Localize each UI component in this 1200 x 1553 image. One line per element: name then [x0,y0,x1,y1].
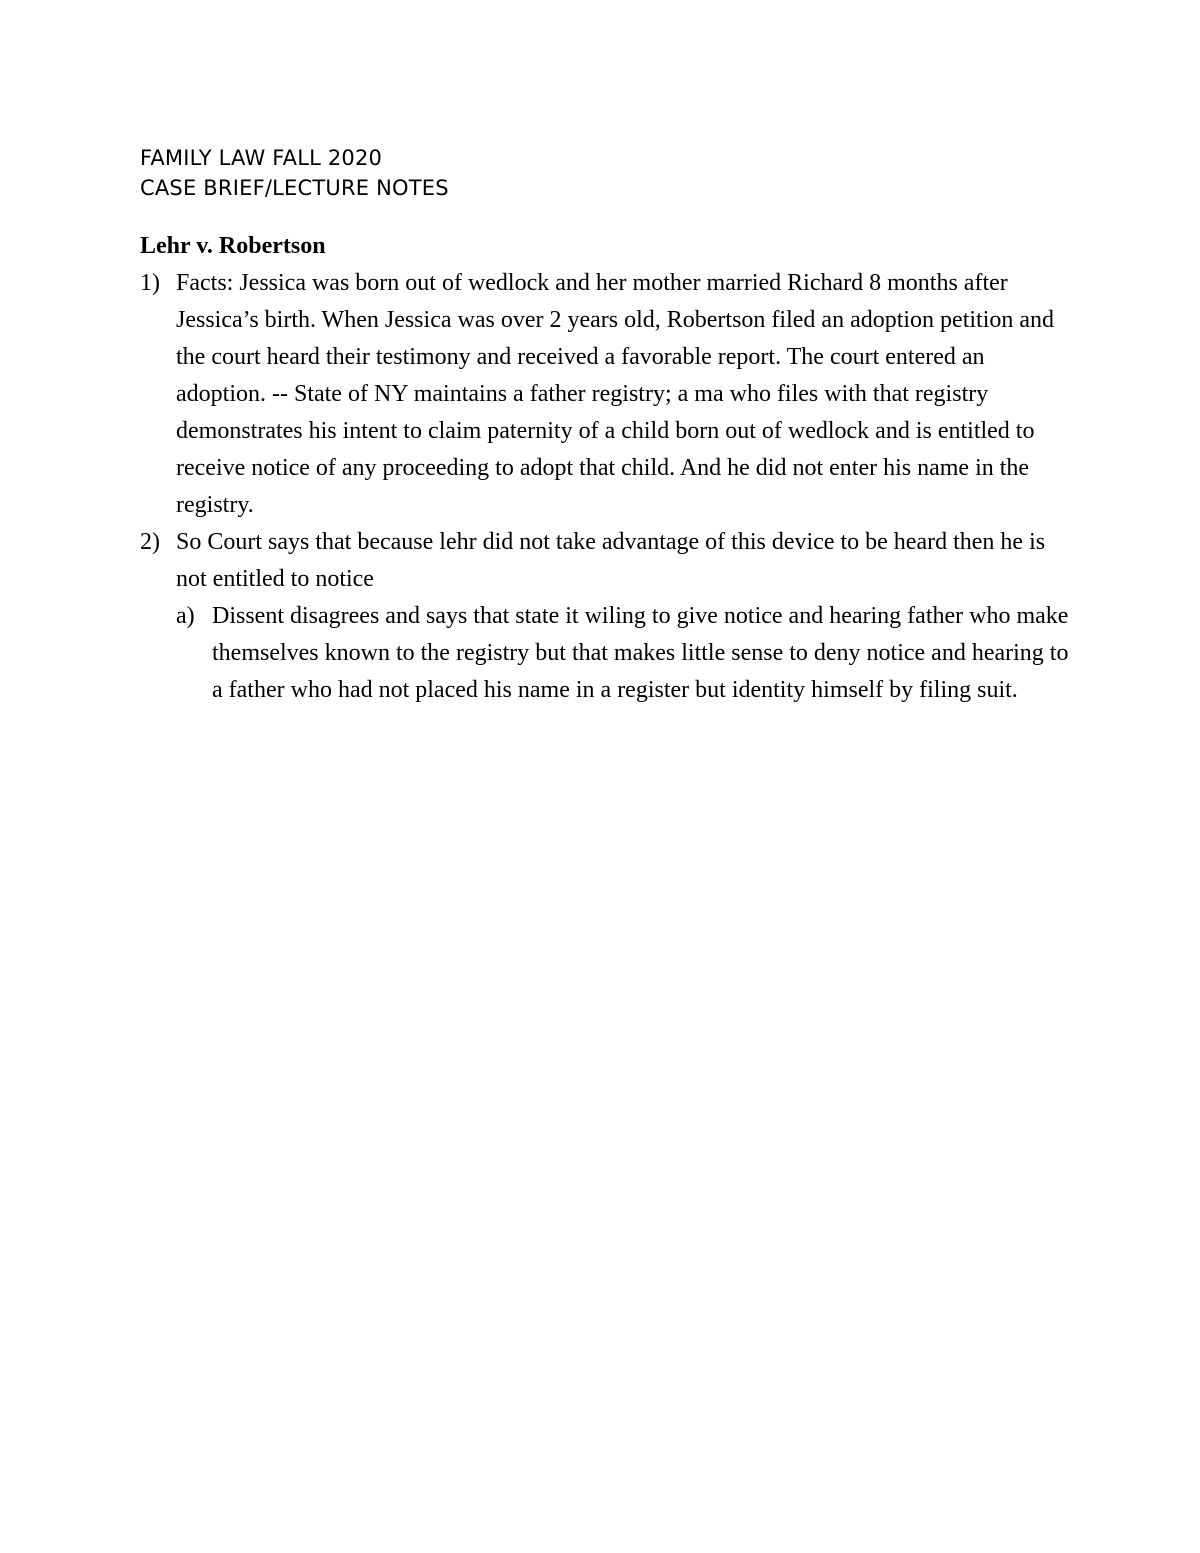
sub-list-item-text: Dissent disagrees and says that state it wiling to give notice and hearing father who make themselves known to the registry but that makes little sense to deny notice and hearing to a father who had not placed his name in a register but identity himself by filing suit. [212,603,1069,703]
list-marker: 2) [140,529,160,555]
case-title: Lehr v. Robertson [140,233,326,259]
sub-list-item-dissent [176,598,1070,709]
list-marker: 1) [140,270,160,296]
case-brief-body [140,228,1070,709]
list-item-text: Facts: Jessica was born out of wedlock and her mother married Richard 8 months after Jessica’s birth. When Jessica was over 2 years old, Robertson filed an adoption petition and the court heard their testimony and received a favorable report. The court entered an adoption. -- State of NY maintains a father registry; a ma who files with that registry demonstrates his intent to claim paternity of a child born out of wedlock and is entitled to receive notice of any proceeding to adopt that child. And he did not enter his name in the registry. [176,270,1055,518]
course-title: FAMILY LAW FALL 2020 [140,146,383,170]
document-header [140,143,449,203]
list-item-text: So Court says that because lehr did not take advantage of this device to be heard then he is not entitled to notice [176,529,1046,592]
list-item-holding [140,524,1070,598]
document-subtitle: CASE BRIEF/LECTURE NOTES [140,176,449,200]
list-item-facts [140,265,1070,524]
sub-list-marker: a) [176,603,195,629]
